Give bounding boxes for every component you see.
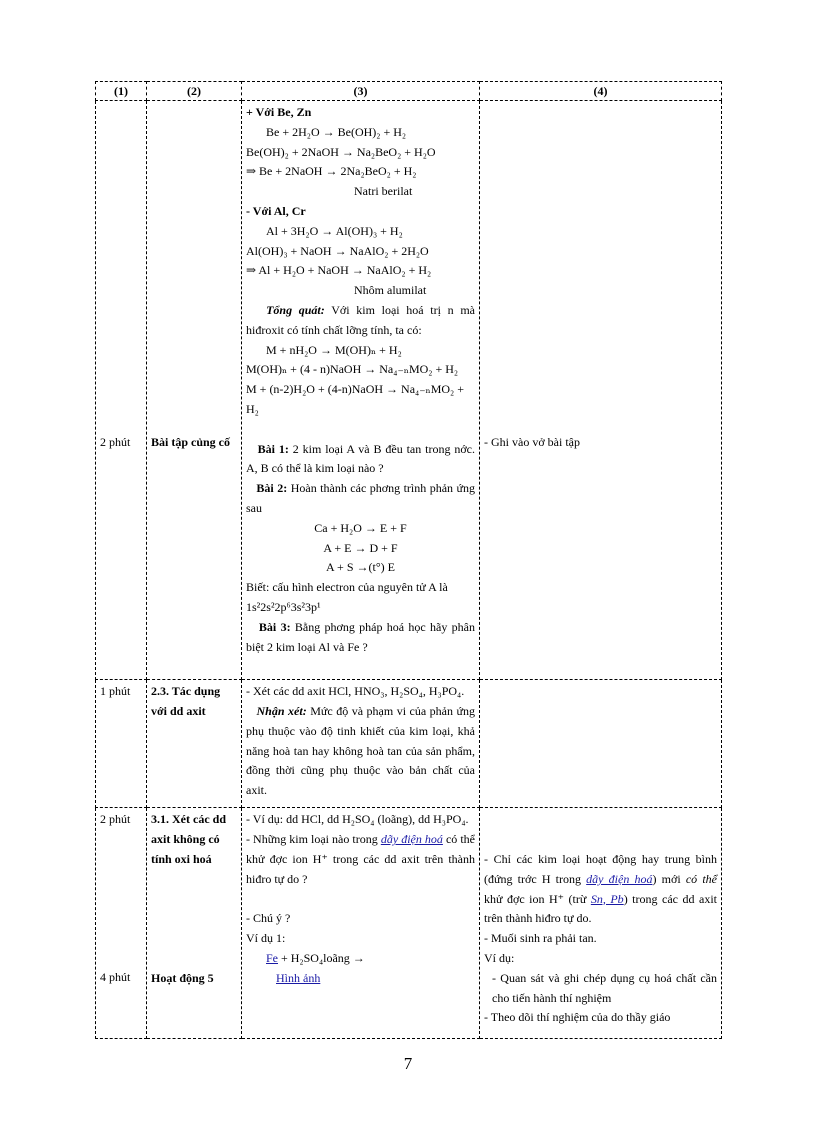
row4-student-example: Ví dụ: (484, 950, 515, 965)
row2-time: 2 phút (100, 435, 131, 449)
exercise-2-equation-3: A + S →(t°) E (326, 560, 395, 575)
exercise-2-equation-2: A + E → D + F (323, 540, 398, 555)
fe-equation-rest: + H₂SO₄loãng → (281, 950, 365, 965)
exercise-2-text: Hoàn thành các phơng trình phản ứng sau (246, 481, 476, 515)
exercise-2-equation-1: Ca + H₂O → E + F (314, 520, 407, 535)
row3-line-1: - Xét các dd axit HCl, HNO₃, H₂SO₄, H₃PO₄. (246, 684, 465, 699)
exercise-1-label: Bài 1: (257, 441, 289, 456)
row4-answer-b: ) mới (652, 871, 681, 886)
table-row-nonoxidizing (96, 808, 722, 1039)
general-equation-2: M(OH)ₙ + (4 - n)NaOH → Na₄₋ₙMO₂ + H₂ (246, 362, 459, 377)
electrochemical-series-link-2[interactable]: dãy điện hoá (586, 871, 653, 886)
row3-remark (246, 702, 475, 801)
al-equation-2: Al(OH)₃ + NaOH → NaAlO₂ + 2H₂O (246, 243, 429, 258)
table-row-acid (96, 680, 722, 808)
electrochemical-series-link[interactable]: dãy điện hoá (380, 832, 443, 847)
row3-activity: 2.3. Tác dụng với dd axit (147, 680, 242, 808)
row4-answer-a: - Chỉ các kim loại hoạt động hay trung bình (đứng trớc H trong (484, 851, 717, 886)
header-col-2: (2) (147, 82, 242, 101)
row5-time: 4 phút (100, 970, 131, 985)
al-heading: - Với Al, Cr (246, 203, 306, 218)
table-header-row (96, 82, 722, 101)
row4-time: 2 phút (100, 812, 131, 827)
al-equation-3: ⇒ Al + H₂O + NaOH → NaAlO₂ + H₂ (246, 263, 432, 278)
row4-line-2 (246, 830, 475, 889)
exercise-2 (246, 479, 475, 519)
row4-line-2-text: - Những kim loại nào trong (246, 832, 378, 847)
image-link[interactable]: Hình ảnh (276, 970, 321, 985)
row5-student-observe: - Quan sát và ghi chép dụng cụ hoá chất cần cho tiến hành thí nghiệm (492, 970, 717, 1005)
summary-label: Tổng quát: (266, 302, 325, 317)
header-col-1: (1) (96, 82, 147, 101)
exercise-3 (246, 618, 475, 658)
student-cell (480, 101, 722, 680)
time-cell (96, 101, 147, 680)
fe-equation (246, 949, 475, 969)
row4-activity-cell (147, 808, 242, 1039)
be-equation-2: Be(OH)₂ + 2NaOH → Na₂BeO₂ + H₂O (246, 144, 436, 159)
fe-link[interactable]: Fe (266, 950, 278, 965)
row3-content (242, 680, 480, 808)
row4-line-1: - Ví dụ: dd HCl, dd H₂SO₄ (loãng), dd H₃PO₄. (246, 812, 469, 827)
lesson-table (95, 81, 722, 1039)
row2-student-activity: - Ghi vào vở bài tập (484, 435, 580, 449)
activity-cell (147, 101, 242, 680)
remark-text: Mức độ và phạm vi của phản ứng phụ thuộc vào độ tinh khiết của kim loại, khả năng hoà tan hay không hoà tan của sản phẩm, đồng thời cũng phụ thuộc vào bản chất của axit. (246, 703, 476, 798)
row4-time-cell (96, 808, 147, 1039)
exercise-3-label: Bài 3: (258, 619, 291, 634)
summary-text: Với kim loại hoá trị n mà hiđroxit có tính chất lỡng tính, ta có: (246, 302, 475, 337)
row4-answer-c: khử đợc ion H⁺ (trừ (484, 891, 587, 906)
table-row-reactions (96, 101, 722, 680)
be-equation-1: Be + 2H₂O → Be(OH)₂ + H₂ (266, 124, 407, 139)
header-col-3: (3) (242, 82, 480, 101)
content-cell (242, 101, 480, 680)
exercise-1 (246, 440, 475, 480)
row4-student-answer (484, 850, 717, 929)
row4-student-salt: - Muối sinh ra phải tan. (484, 931, 597, 946)
row4-activity: 3.1. Xét các dd axit không có tính oxi hoá (151, 812, 226, 866)
al-product-name: Nhôm alumilat (354, 283, 427, 298)
exercise-3-text: Bằng phơng pháp hoá học hãy phân biệt 2 kim loại Al và Fe ? (246, 619, 476, 654)
sn-pb-link[interactable]: Sn, Pb (590, 891, 624, 906)
remark-label: Nhận xét: (256, 703, 307, 718)
row3-student (480, 680, 722, 808)
summary-paragraph (246, 301, 475, 341)
row4-line-3: - Chú ý ? (246, 911, 291, 926)
row3-time: 1 phút (96, 680, 147, 808)
header-col-4: (4) (480, 82, 722, 101)
row5-student-follow: - Theo dõi thí nghiệm của do thầy giáo (484, 1010, 671, 1025)
be-heading: + Với Be, Zn (246, 105, 312, 119)
row4-line-2-rest: có thể khử đợc ion H⁺ trong các dd axit trên thành hiđro tự do ? (246, 832, 476, 886)
row5-activity: Hoạt động 5 (151, 970, 214, 985)
be-equation-3: ⇒ Be + 2NaOH → 2Na₂BeO₂ + H₂ (246, 164, 417, 179)
row4-answer-italic: có thể (685, 871, 718, 886)
exercise-1-text: 2 kim loại A và B đều tan trong nớc. A, B có thể là kim loại nào ? (246, 441, 476, 476)
row4-student (480, 808, 722, 1039)
exercise-2-label: Bài 2: (256, 481, 288, 496)
general-equation-3: M + (n-2)H₂O + (4-n)NaOH → Na₄₋ₙMO₂ + H₂ (246, 382, 465, 416)
al-equation-1: Al + 3H₂O → Al(OH)₃ + H₂ (266, 223, 403, 238)
page-number: 7 (403, 1054, 413, 1073)
row2-activity: Bài tập củng cố (151, 435, 231, 449)
row4-line-4: Ví dụ 1: (246, 931, 286, 946)
exercise-2-note: Biết: cấu hình electron của nguyên tử A là 1s²2s²2p⁶3s²3p¹ (246, 580, 448, 614)
row4-content (242, 808, 480, 1039)
row4-answer-d: ) trong các dd axit trên thành hiđro tự do. (484, 891, 717, 926)
general-equation-1: M + nH₂O → M(OH)ₙ + H₂ (266, 342, 402, 357)
image-line (246, 969, 475, 989)
be-product-name: Natri berilat (354, 184, 413, 199)
